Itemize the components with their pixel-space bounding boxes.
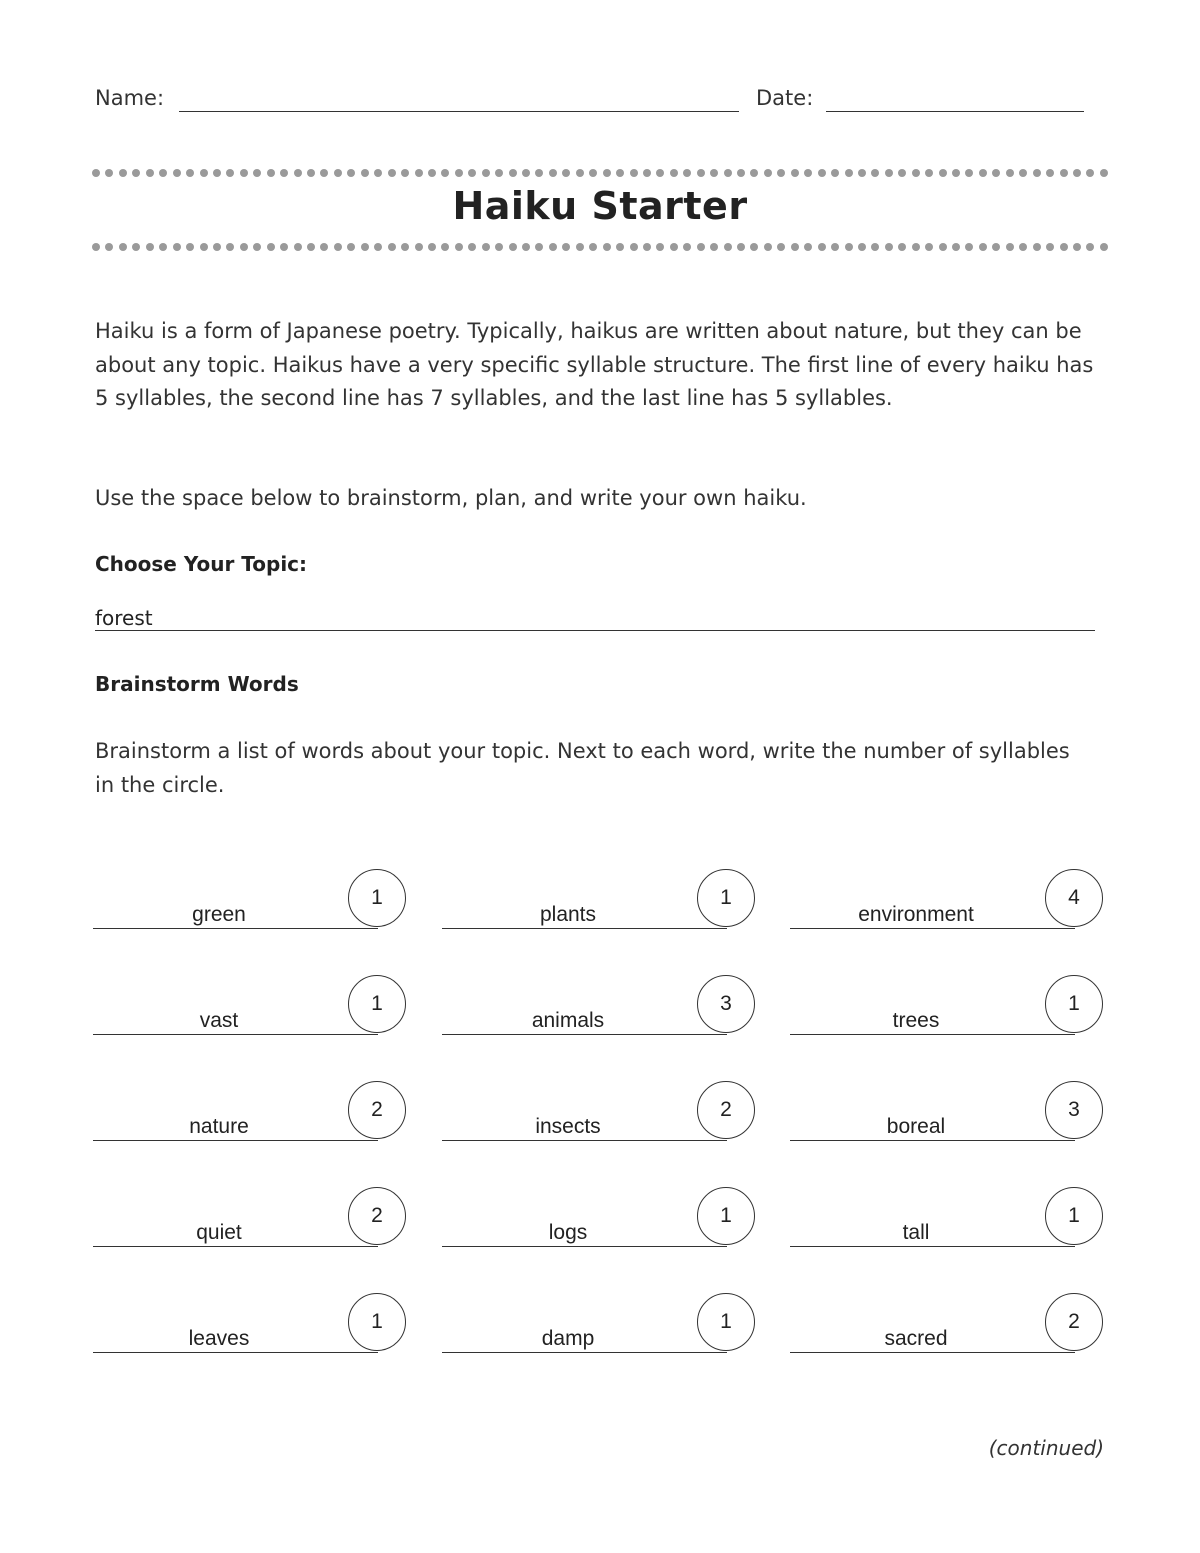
- word-blank-line: [93, 1352, 378, 1353]
- divider-dot: [159, 169, 167, 177]
- divider-dot: [965, 169, 973, 177]
- divider-dot: [428, 169, 436, 177]
- divider-dot: [415, 243, 423, 251]
- divider-dot: [764, 169, 772, 177]
- date-label: Date:: [756, 86, 814, 110]
- brainstorm-entry[interactable]: [93, 869, 409, 929]
- divider-dot: [1100, 169, 1108, 177]
- brainstorm-entry[interactable]: [93, 1187, 409, 1247]
- brainstorm-word: trees: [892, 1009, 940, 1032]
- divider-dot: [777, 169, 785, 177]
- divider-dot: [630, 243, 638, 251]
- word-blank-line: [93, 928, 378, 929]
- word-blank-line: [442, 1246, 727, 1247]
- brainstorm-word: nature: [189, 1115, 249, 1138]
- divider-dot: [495, 169, 503, 177]
- divider-dot: [240, 243, 248, 251]
- divider-dot: [374, 243, 382, 251]
- divider-dot: [845, 169, 853, 177]
- divider-dot: [522, 169, 530, 177]
- brainstorm-word: logs: [548, 1221, 588, 1244]
- divider-dot: [320, 243, 328, 251]
- divider-dot: [697, 243, 705, 251]
- brainstorm-instruction: [95, 735, 1095, 802]
- brainstorm-entry[interactable]: [93, 1081, 409, 1141]
- divider-dot: [482, 243, 490, 251]
- word-blank-line: [442, 1140, 727, 1141]
- divider-dot: [697, 169, 705, 177]
- syllable-circle[interactable]: 4: [1045, 869, 1103, 927]
- brainstorm-entry[interactable]: [790, 1081, 1106, 1141]
- divider-dot: [616, 243, 624, 251]
- divider-dot: [1019, 169, 1027, 177]
- divider-dot: [1046, 243, 1054, 251]
- divider-dot: [1073, 169, 1081, 177]
- divider-dot: [885, 169, 893, 177]
- divider-dot: [845, 243, 853, 251]
- divider-dot: [119, 169, 127, 177]
- brainstorm-word: environment: [858, 903, 974, 926]
- divider-dot: [253, 169, 261, 177]
- topic-field[interactable]: [95, 604, 1095, 634]
- divider-dot: [200, 243, 208, 251]
- divider-dot: [92, 169, 100, 177]
- word-blank-line: [442, 1034, 727, 1035]
- divider-dot: [1019, 243, 1027, 251]
- date-blank-line[interactable]: [826, 111, 1084, 112]
- word-blank-line: [93, 1034, 378, 1035]
- topic-value: forest: [95, 606, 153, 630]
- divider-dot: [105, 243, 113, 251]
- syllable-circle[interactable]: 1: [348, 869, 406, 927]
- divider-dot: [952, 243, 960, 251]
- divider-dot: [1006, 169, 1014, 177]
- word-blank-line: [790, 928, 1075, 929]
- divider-dot: [132, 243, 140, 251]
- divider-dot: [576, 243, 584, 251]
- divider-dot: [186, 169, 194, 177]
- divider-dot: [603, 169, 611, 177]
- divider-dot: [992, 169, 1000, 177]
- divider-dot: [576, 169, 584, 177]
- divider-dot: [401, 243, 409, 251]
- divider-dot: [441, 169, 449, 177]
- brainstorm-entry[interactable]: [93, 975, 409, 1035]
- syllable-circle[interactable]: 2: [1045, 1293, 1103, 1351]
- divider-dot: [186, 243, 194, 251]
- divider-dot: [791, 169, 799, 177]
- divider-dot: [791, 243, 799, 251]
- divider-dot: [965, 243, 973, 251]
- divider-dot: [455, 243, 463, 251]
- divider-dot: [683, 243, 691, 251]
- divider-dot: [307, 243, 315, 251]
- word-blank-line: [790, 1140, 1075, 1141]
- divider-dot: [226, 243, 234, 251]
- word-blank-line: [93, 1246, 378, 1247]
- dotted-divider-top: [92, 168, 1108, 178]
- divider-dot: [871, 169, 879, 177]
- brainstorm-word: green: [192, 903, 246, 926]
- topic-blank-line: [95, 630, 1095, 631]
- divider-dot: [320, 169, 328, 177]
- divider-dot: [468, 169, 476, 177]
- syllable-circle[interactable]: 1: [348, 1293, 406, 1351]
- divider-dot: [925, 243, 933, 251]
- divider-dot: [643, 243, 651, 251]
- brainstorm-word: boreal: [886, 1115, 946, 1138]
- divider-dot: [992, 243, 1000, 251]
- divider-dot: [804, 169, 812, 177]
- word-blank-line: [790, 1246, 1075, 1247]
- divider-dot: [939, 243, 947, 251]
- word-blank-line: [442, 1352, 727, 1353]
- divider-dot: [939, 169, 947, 177]
- divider-dot: [925, 169, 933, 177]
- divider-dot: [912, 243, 920, 251]
- brainstorm-entry[interactable]: [790, 869, 1106, 929]
- divider-dot: [764, 243, 772, 251]
- divider-dot: [912, 169, 920, 177]
- brainstorm-heading: Brainstorm Words: [95, 672, 299, 696]
- syllable-circle[interactable]: 3: [697, 975, 755, 1033]
- divider-dot: [334, 243, 342, 251]
- divider-dot: [898, 169, 906, 177]
- divider-dot: [1033, 169, 1041, 177]
- page-title: Haiku Starter: [452, 184, 748, 228]
- divider-dot: [415, 169, 423, 177]
- divider-dot: [1046, 169, 1054, 177]
- divider-dot: [656, 243, 664, 251]
- divider-dot: [1060, 243, 1068, 251]
- divider-dot: [979, 243, 987, 251]
- brainstorm-entry[interactable]: [790, 1187, 1106, 1247]
- divider-dot: [871, 243, 879, 251]
- divider-dot: [549, 169, 557, 177]
- brainstorm-entry[interactable]: [93, 1293, 409, 1353]
- divider-dot: [240, 169, 248, 177]
- brainstorm-entry[interactable]: [790, 975, 1106, 1035]
- word-blank-line: [790, 1034, 1075, 1035]
- brainstorm-word: vast: [199, 1009, 239, 1032]
- divider-dot: [294, 169, 302, 177]
- divider-dot: [616, 169, 624, 177]
- divider-dot: [656, 169, 664, 177]
- divider-dot: [1006, 243, 1014, 251]
- divider-dot: [724, 243, 732, 251]
- divider-dot: [280, 169, 288, 177]
- brainstorm-word: leaves: [188, 1327, 250, 1350]
- divider-dot: [885, 243, 893, 251]
- divider-dot: [307, 169, 315, 177]
- divider-dot: [1086, 169, 1094, 177]
- syllable-circle[interactable]: 1: [697, 1293, 755, 1351]
- divider-dot: [979, 169, 987, 177]
- intro-text: Haiku is a form of Japanese poetry. Typically, haikus are written about nature, but they can be about any topic. Haikus have a very specific syllable structure. The first line of every haiku has 5 syllables, the second line has 7 syllables, and the last line has 5 syllables.: [95, 319, 1094, 410]
- divider-dot: [562, 169, 570, 177]
- divider-dot: [750, 169, 758, 177]
- divider-dot: [549, 243, 557, 251]
- divider-dot: [482, 169, 490, 177]
- divider-dot: [468, 243, 476, 251]
- divider-dot: [213, 243, 221, 251]
- brainstorm-entry[interactable]: [790, 1293, 1106, 1353]
- divider-dot: [818, 169, 826, 177]
- divider-dot: [105, 169, 113, 177]
- divider-dot: [535, 243, 543, 251]
- brainstorm-word: insects: [535, 1115, 601, 1138]
- divider-dot: [495, 243, 503, 251]
- brainstorm-word: plants: [539, 903, 597, 926]
- divider-dot: [710, 243, 718, 251]
- divider-dot: [858, 243, 866, 251]
- divider-dot: [159, 243, 167, 251]
- brainstorm-entry[interactable]: [442, 1187, 758, 1247]
- divider-dot: [710, 169, 718, 177]
- divider-dot: [737, 169, 745, 177]
- divider-dot: [670, 169, 678, 177]
- brainstorm-word: quiet: [196, 1221, 242, 1244]
- divider-dot: [603, 243, 611, 251]
- divider-dot: [361, 243, 369, 251]
- syllable-circle[interactable]: 2: [348, 1081, 406, 1139]
- divider-dot: [388, 243, 396, 251]
- divider-dot: [509, 243, 517, 251]
- syllable-circle[interactable]: 1: [1045, 1187, 1103, 1245]
- divider-dot: [562, 243, 570, 251]
- divider-dot: [589, 169, 597, 177]
- name-label: Name:: [95, 86, 165, 110]
- divider-dot: [347, 169, 355, 177]
- divider-dot: [441, 243, 449, 251]
- divider-dot: [455, 169, 463, 177]
- divider-dot: [589, 243, 597, 251]
- divider-dot: [750, 243, 758, 251]
- divider-dot: [522, 243, 530, 251]
- divider-dot: [831, 243, 839, 251]
- syllable-circle[interactable]: 1: [348, 975, 406, 1033]
- divider-dot: [428, 243, 436, 251]
- divider-dot: [1100, 243, 1108, 251]
- divider-dot: [1060, 169, 1068, 177]
- syllable-circle[interactable]: 1: [1045, 975, 1103, 1033]
- divider-dot: [952, 169, 960, 177]
- word-blank-line: [93, 1140, 378, 1141]
- divider-dot: [737, 243, 745, 251]
- divider-dot: [280, 243, 288, 251]
- syllable-circle[interactable]: 2: [697, 1081, 755, 1139]
- brainstorm-entry[interactable]: [442, 1293, 758, 1353]
- brainstorm-word: animals: [531, 1009, 605, 1032]
- instruction-text: Use the space below to brainstorm, plan, and write your own haiku.: [95, 486, 807, 510]
- divider-dot: [777, 243, 785, 251]
- divider-dot: [213, 169, 221, 177]
- topic-heading: Choose Your Topic:: [95, 552, 308, 576]
- divider-dot: [267, 243, 275, 251]
- divider-dot: [1073, 243, 1081, 251]
- brainstorm-entry[interactable]: [442, 869, 758, 929]
- divider-dot: [683, 169, 691, 177]
- divider-dot: [818, 243, 826, 251]
- divider-dot: [535, 169, 543, 177]
- divider-dot: [724, 169, 732, 177]
- word-blank-line: [442, 928, 727, 929]
- divider-dot: [334, 169, 342, 177]
- divider-dot: [630, 169, 638, 177]
- divider-dot: [294, 243, 302, 251]
- name-blank-line[interactable]: [179, 111, 739, 112]
- divider-dot: [146, 243, 154, 251]
- continued-note: (continued): [988, 1436, 1104, 1460]
- divider-dot: [509, 169, 517, 177]
- header-row: [95, 86, 1105, 120]
- divider-dot: [92, 243, 100, 251]
- divider-dot: [226, 169, 234, 177]
- divider-dot: [200, 169, 208, 177]
- divider-dot: [858, 169, 866, 177]
- brainstorm-entry[interactable]: [442, 1081, 758, 1141]
- divider-dot: [1033, 243, 1041, 251]
- divider-dot: [132, 169, 140, 177]
- divider-dot: [173, 243, 181, 251]
- divider-dot: [643, 169, 651, 177]
- divider-dot: [401, 169, 409, 177]
- divider-dot: [119, 243, 127, 251]
- brainstorm-word: damp: [541, 1327, 595, 1350]
- brainstorm-instruction-text: Brainstorm a list of words about your topic. Next to each word, write the number of syllables in the circle.: [95, 739, 1070, 797]
- brainstorm-word: sacred: [884, 1327, 948, 1350]
- syllable-circle[interactable]: 1: [697, 1187, 755, 1245]
- dotted-divider-bottom: [92, 242, 1108, 252]
- divider-dot: [361, 169, 369, 177]
- syllable-circle[interactable]: 1: [697, 869, 755, 927]
- divider-dot: [670, 243, 678, 251]
- word-blank-line: [790, 1352, 1075, 1353]
- divider-dot: [374, 169, 382, 177]
- brainstorm-word: tall: [902, 1221, 930, 1244]
- divider-dot: [267, 169, 275, 177]
- brainstorm-entry[interactable]: [442, 975, 758, 1035]
- intro-paragraph: [95, 315, 1095, 416]
- divider-dot: [804, 243, 812, 251]
- syllable-circle[interactable]: 3: [1045, 1081, 1103, 1139]
- divider-dot: [253, 243, 261, 251]
- divider-dot: [831, 169, 839, 177]
- divider-dot: [146, 169, 154, 177]
- divider-dot: [388, 169, 396, 177]
- divider-dot: [347, 243, 355, 251]
- divider-dot: [898, 243, 906, 251]
- instruction-paragraph: [95, 482, 1095, 516]
- divider-dot: [1086, 243, 1094, 251]
- divider-dot: [173, 169, 181, 177]
- syllable-circle[interactable]: 2: [348, 1187, 406, 1245]
